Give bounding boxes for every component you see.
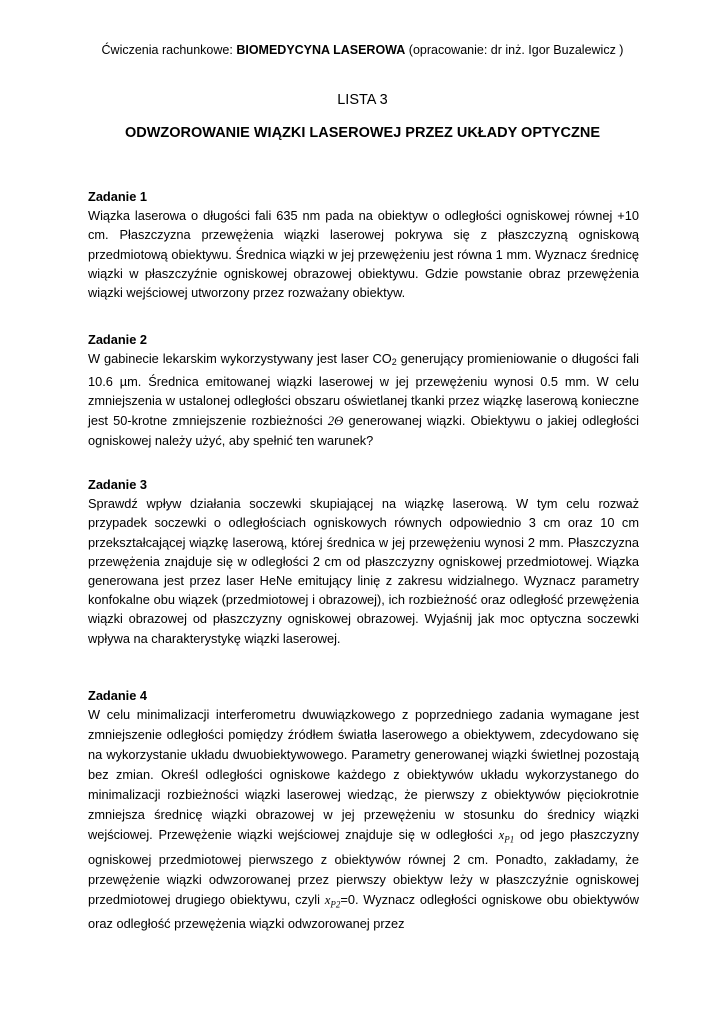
task-4-body-part-a: W celu minimalizacji interferometru dwuwiązkowego z poprzedniego zadania wymagane jest zmniejszenie odległości pomiędzy źródłem światła laserowego a obiektywem, zdecydowano się na wykorzystanie układu dwuobiektywowego. Parametry generowanej wiązki świetlnej pozostają bez zmian. Określ odległości ogniskowe każdego z obiektywów układu wykorzystanego do minimalizacji rozbieżności wiązki laserowej wiedząc, że pierwszy z obiektywów pięciokrotnie zmniejsza średnicę wiązki obrazowej w jej przewężeniu w stosunku do średnicy wiązki wejściowej. Przewężenie wiązki wejściowej znajduje się w odległości [88, 707, 639, 843]
task-2-body-part-c: generowanej wiązki. Obiektywu o jakiej odległości ogniskowej należy użyć, aby spełnić ten warunek? [88, 412, 639, 448]
task-2-title: Zadanie 2 [88, 332, 148, 347]
header-suffix: (opracowanie: dr inż. Igor Buzalewicz ) [405, 43, 624, 57]
task-1 [88, 187, 639, 302]
task-1-title: Zadanie 1 [88, 189, 148, 204]
task-4-var-xp2-sub: P2 [330, 899, 341, 910]
task-2-theta-symbol: 2Θ [327, 413, 344, 428]
task-3 [88, 475, 639, 648]
task-4-var-xp1-sub: P1 [504, 834, 515, 845]
task-3-body: Sprawdź wpływ działania soczewki skupiającej na wiązkę laserową. W tym celu rozważ przypadek soczewki o odległościach ogniskowych równych odpowiednio 3 cm oraz 10 cm przekształcającej wiązkę laserową, której średnica w jej przewężeniu wynosi 2 mm. Płaszczyzna przewężenia znajduje się w odległości 2 cm od płaszczyzny ogniskowej przedmiotowej. Wiązka generowana jest przez laser HeNe emitujący linię z zakresu widzialnego. Wyznacz parametry konfokalne obu wiązek (przedmiotowej i obrazowej), ich rozbieżność oraz odległość przewężenia wiązki obrazowej od płaszczyzny ogniskowej obrazowej. Wyjaśnij jak moc optyczna soczewki wpływa na charakterystykę wiązki laserowej. [88, 496, 639, 646]
task-4-var-xp1 [498, 828, 515, 845]
header-prefix: Ćwiczenia rachunkowe: [101, 43, 237, 57]
task-4 [88, 686, 639, 934]
task-2-body-part-b: generujący promieniowanie o długości fali 10.6 µm. Średnica emitowanej wiązki laserowej w jej przewężeniu wynosi 0.5 mm. W celu zmniejszenia w ustalonej odległości obszaru oświetlanej tkanki przez wiązkę laserową konieczne jest 50-krotne zmniejszenie rozbieżności [88, 351, 639, 428]
task-3-title: Zadanie 3 [88, 477, 148, 492]
task-4-title: Zadanie 4 [88, 688, 148, 703]
task-4-body-part-c: =0. Wyznacz odległości ogniskowe obu obiektywów oraz odległość przewężenia wiązki odwzorowanej przez [88, 891, 640, 932]
page-header [0, 42, 725, 58]
header-course: BIOMEDYCYNA LASEROWA [236, 43, 406, 57]
task-4-body [88, 705, 639, 934]
list-title: LISTA 3 [337, 92, 388, 108]
task-2-body [88, 349, 639, 450]
task-4-var-xp1-base: x [498, 828, 505, 843]
task-2 [88, 330, 639, 450]
main-title: ODWZOROWANIE WIĄZKI LASEROWEJ PRZEZ UKŁADY OPTYCZNE [124, 125, 600, 141]
task-4-var-xp2-base: x [324, 892, 331, 907]
task-4-body-part-b: od jego płaszczyzny ogniskowej przedmiotowej pierwszego z obiektywów równej 2 cm. Ponadto, zakładamy, że przewężenie wiązki odwzorowanej przez pierwszy obiektyw leży w płaszczyźnie ogniskowej przedmiotowej drugiego obiektywu, czyli [88, 827, 640, 907]
task-2-co2-subscript: 2 [391, 356, 397, 367]
task-4-var-xp2 [324, 892, 341, 910]
task-1-body: Wiązka laserowa o długości fali 635 nm pada na obiektyw o odległości ogniskowej równej +10 cm. Płaszczyzna przewężenia wiązki laserowej pokrywa się z płaszczyzną ogniskową przedmiotową obiektywu. Średnica wiązki w jej przewężeniu jest równa 1 mm. Wyznacz średnicę wiązki w płaszczyźnie ogniskowej obrazowej obiektywu. Gdzie powstanie obraz przewężenia wiązki wejściowej utworzony przez rozważany obiektyw. [88, 208, 639, 301]
task-2-body-part-a: W gabinecie lekarskim wykorzystywany jest laser CO [88, 351, 392, 367]
